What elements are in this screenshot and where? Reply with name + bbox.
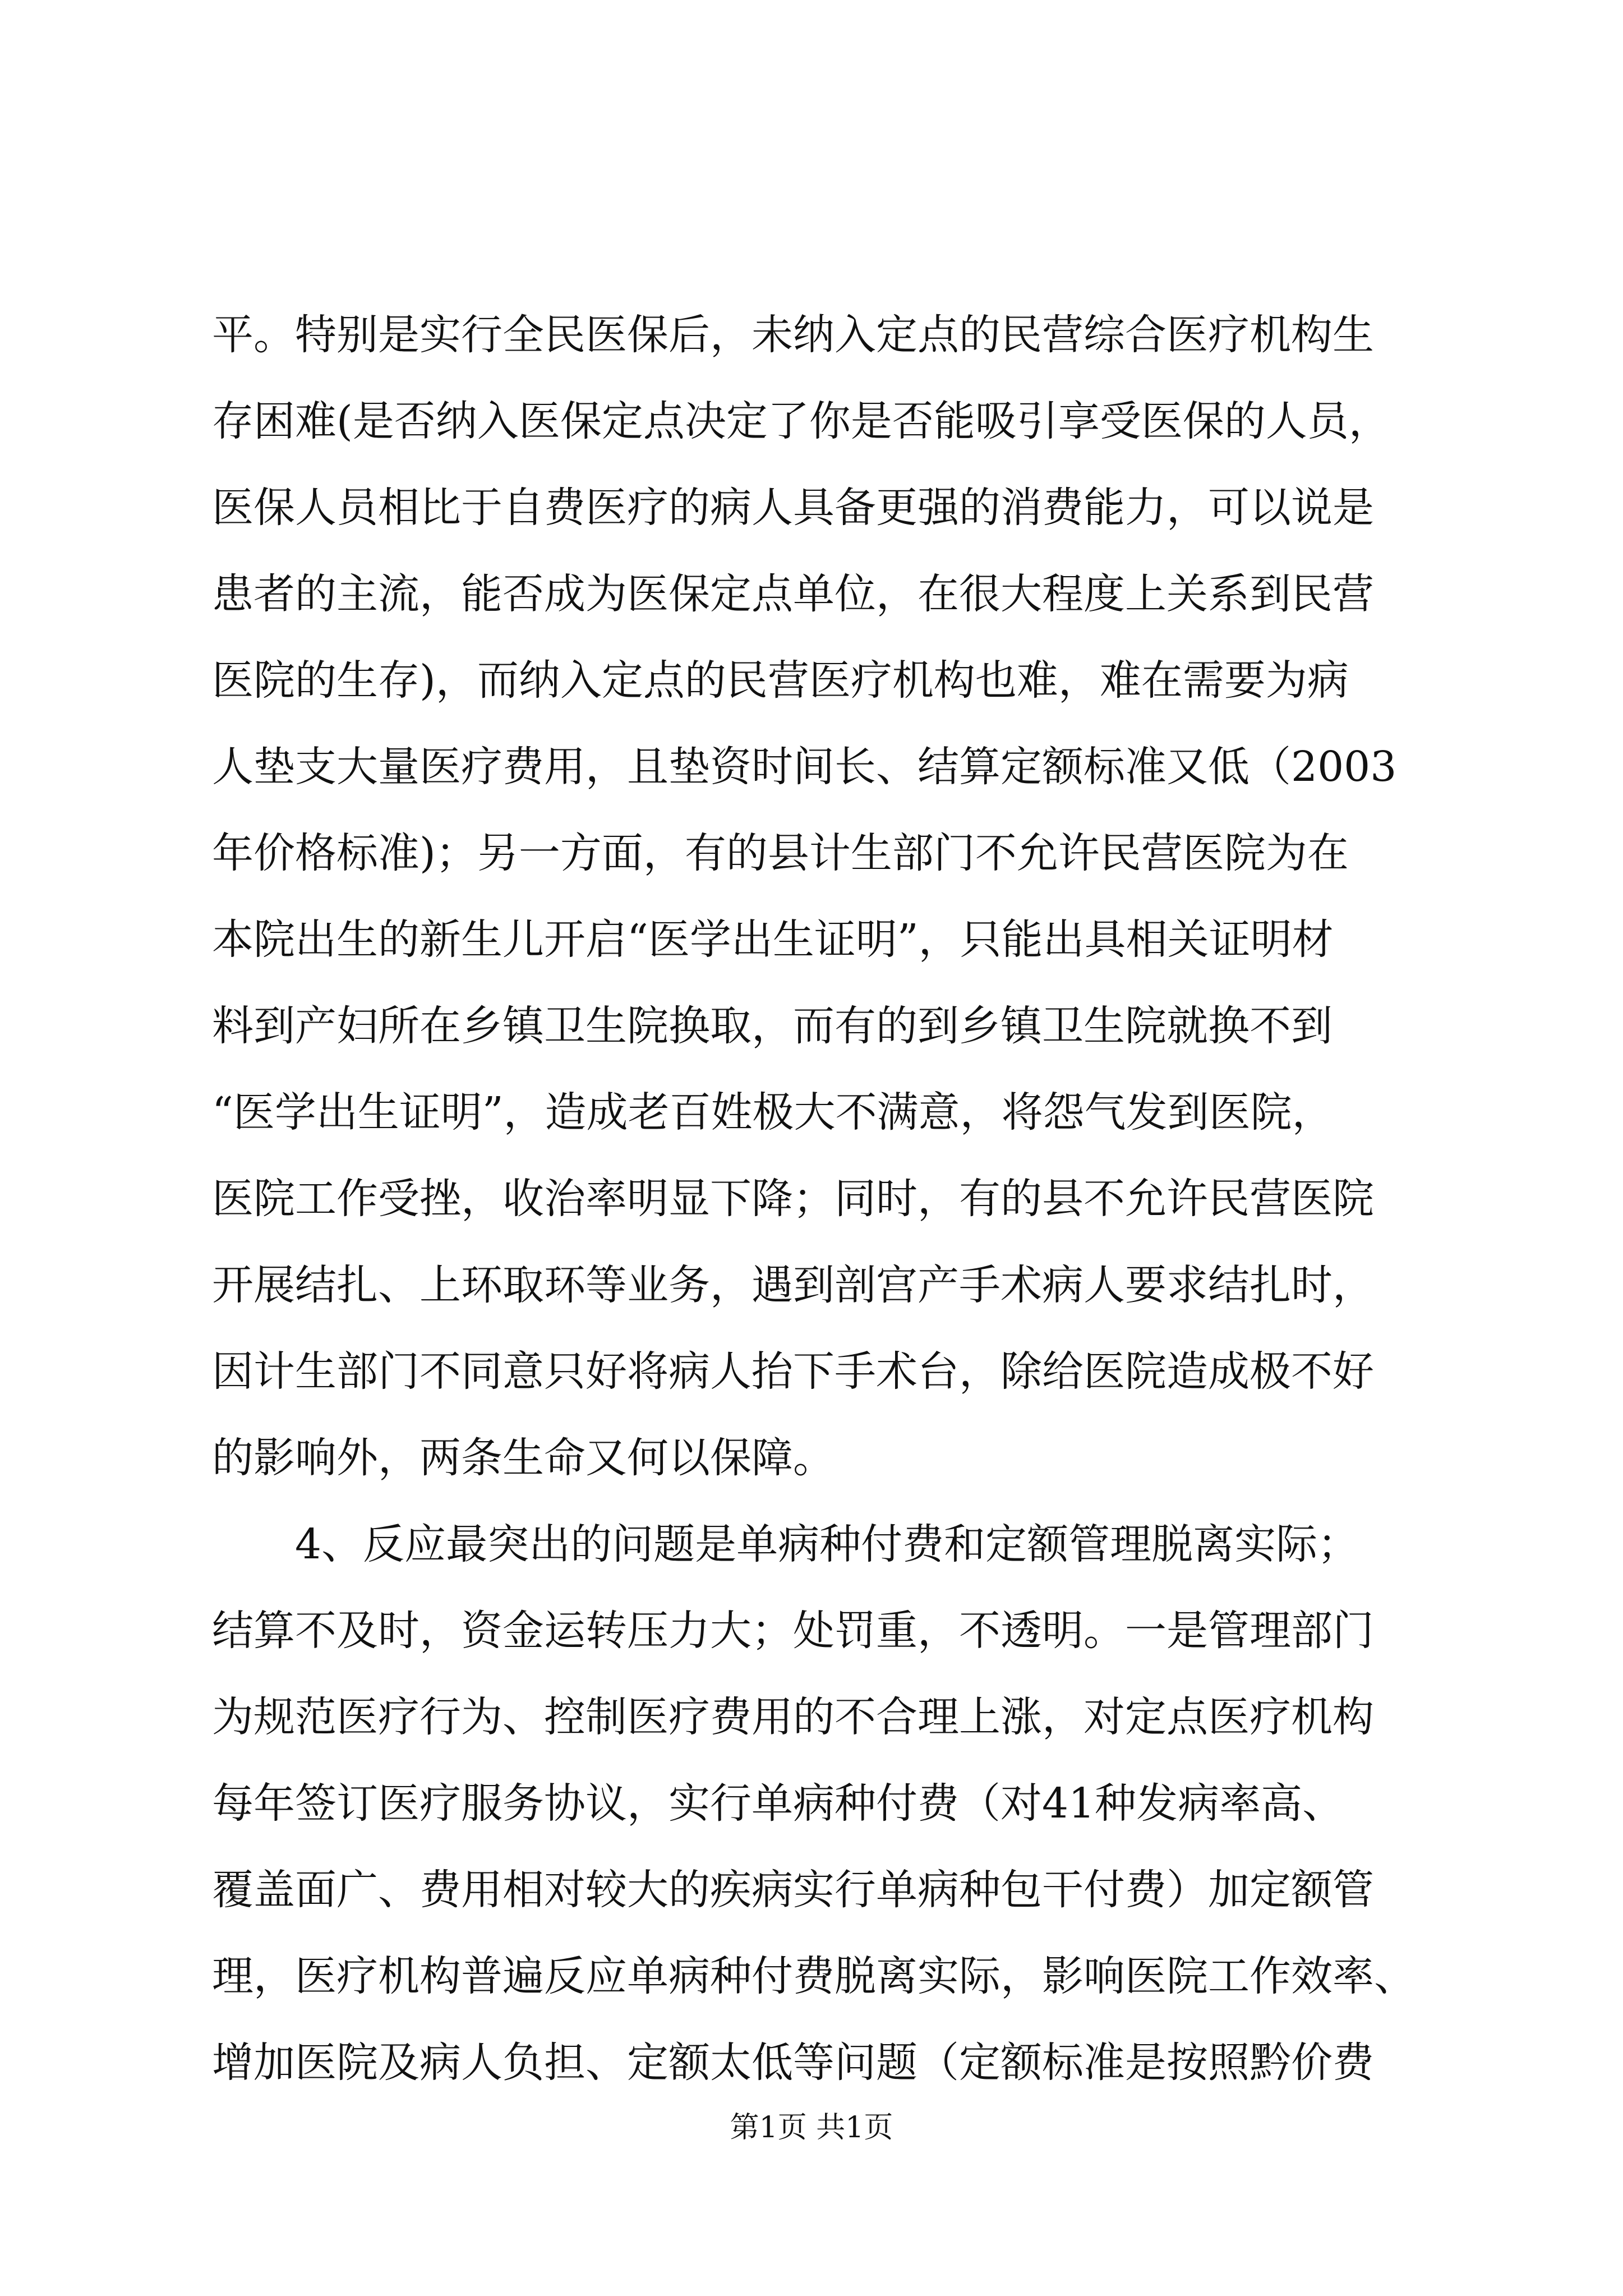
text-line: “医学出生证明”，造成老百姓极大不满意，将怨气发到医院， (212, 1088, 1334, 1137)
text-line: 存困难(是否纳入医保定点决定了你是否能吸引享受医保的人员， (212, 397, 1390, 445)
text-line: 4、反应最突出的问题是单病种付费和定额管理脱离实际； (212, 1520, 1359, 1568)
text-line: 覆盖面广、费用相对较大的疾病实行单病种包干付费）加定额管 (212, 1866, 1374, 1914)
text-line: 患者的主流，能否成为医保定点单位，在很大程度上关系到民营 (212, 570, 1374, 618)
page-footer: 第1页 共1页 (730, 2111, 893, 2145)
text-line: 结算不及时，资金运转压力大；处罚重，不透明。一是管理部门 (212, 1607, 1374, 1655)
text-line: 每年签订医疗服务协议，实行单病种付费（对41种发病率高、 (212, 1779, 1344, 1828)
text-line: 料到产妇所在乡镇卫生院换取，而有的到乡镇卫生院就换不到 (212, 1002, 1332, 1050)
text-line: 增加医院及病人负担、定额太低等问题（定额标准是按照黔价费 (212, 2039, 1374, 2087)
text-line: 为规范医疗行为、控制医疗费用的不合理上涨，对定点医疗机构 (212, 1693, 1374, 1741)
text-line: 开展结扎、上环取环等业务，遇到剖宫产手术病人要求结扎时， (212, 1261, 1374, 1309)
text-line: 的影响外，两条生命又何以保障。 (212, 1434, 834, 1482)
body-text (212, 292, 1440, 2106)
text-line: 年价格标准)；另一方面，有的县计生部门不允许民营医院为在 (212, 829, 1349, 877)
text-line: 医院的生存)，而纳入定点的民营医疗机构也难，难在需要为病 (212, 656, 1349, 705)
text-line: 平。特别是实行全民医保后，未纳入定点的民营综合医疗机构生 (212, 311, 1374, 359)
text-line: 因计生部门不同意只好将病人抬下手术台，除给医院造成极不好 (212, 1347, 1374, 1396)
text-line: 本院出生的新生儿开启“医学出生证明”，只能出具相关证明材 (212, 915, 1334, 964)
text-line: 医院工作受挫，收治率明显下降；同时，有的县不允许民营医院 (212, 1175, 1374, 1223)
text-line: 医保人员相比于自费医疗的病人具备更强的消费能力，可以说是 (212, 484, 1374, 532)
text-line: 人垫支大量医疗费用，且垫资时间长、结算定额标准又低（2003 (212, 743, 1397, 791)
text-line: 理，医疗机构普遍反应单病种付费脱离实际，影响医院工作效率、 (212, 1952, 1415, 2000)
